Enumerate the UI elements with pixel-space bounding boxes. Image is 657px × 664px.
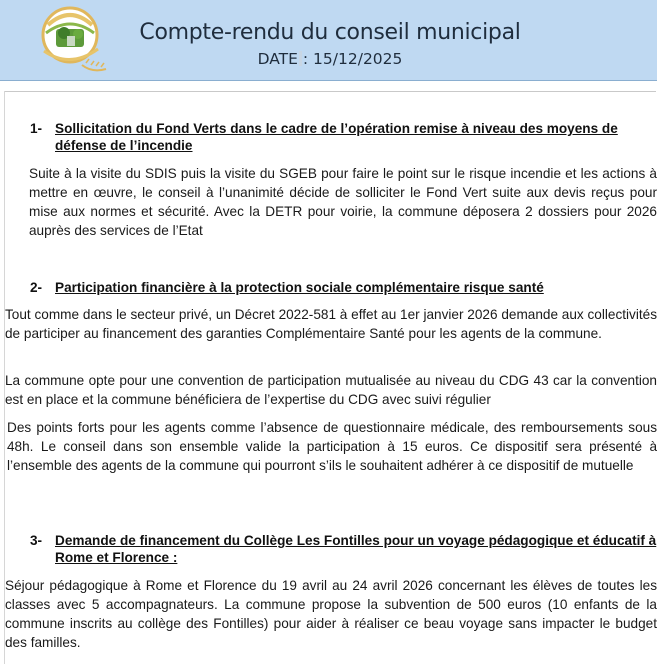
paragraph: Suite à la visite du SDIS puis la visite du SGEB pour faire le point sur le risque incendie et les actions à mettre en œuvre, le conseil à l’unanimité décide de solliciter le Fond Vert suite aux devis reçus pour mise aux normes et sécurité. Avec la DETR pour voirie, la commune déposera 2 dossiers pour 2026 auprès des services de l’Etat (29, 166, 657, 238)
section-title: Sollicitation du Fond Verts dans le cadre de l’opération remise à niveau des moyens de défense de l’incendie (55, 121, 618, 153)
section-heading-3 (30, 532, 657, 566)
document-header (0, 0, 657, 81)
paragraph: Des points forts pour les agents comme l’absence de questionnaire médicale, des remboursements sous 48h. Le conseil dans son ensemble valide la participation à 15 euros. Ce dispositif sera présenté à l’ensemble des agents de la commune qui pourront s’ils le souhaitent adhérer à ce dispositif de mutuelle (7, 420, 657, 473)
section-title: Participation financière à la protection sociale complémentaire risque santé (55, 280, 544, 295)
text-cursor (299, 51, 302, 66)
date-label: DATE (257, 50, 298, 68)
section-heading-2 (30, 279, 657, 296)
section-heading-1 (30, 120, 657, 154)
section-number: 1- (30, 121, 43, 136)
paragraph: Séjour pédagogique à Rome et Florence du 19 avril au 24 avril 2026 concernant les élèves de toutes les classes avec 5 accompagnateurs. La commune propose la subvention de 500 euros (10 enfants de la commune inscrits au collège des Fontilles) pour aider à réaliser ce beau voyage sans impacter le budget des familles. (5, 578, 657, 650)
section-number: 2- (30, 280, 43, 295)
page-title: Compte-rendu du conseil municipal (139, 20, 521, 45)
date-value: : 15/12/2025 (302, 50, 403, 68)
paragraph: La commune opte pour une convention de participation mutualisée au niveau du CDG 43 car la convention est en place et la commune bénéficiera de l’expertise du CDG avec suivi régulier (5, 373, 657, 407)
municipal-logo (26, 3, 110, 81)
meeting-date (110, 50, 550, 68)
paragraph: Tout comme dans le secteur privé, un Décret 2022-581 à effet au 1er janvier 2026 demande aux collectivités de participer au financement des garanties Complémentaire Santé pour les agents de la commune. (5, 307, 657, 341)
page-top-border (4, 91, 656, 92)
section-title: Demande de financement du Collège Les Fontilles pour un voyage pédagogique et éducatif à Rome et Florence : (55, 533, 657, 565)
section-number: 3- (30, 533, 43, 548)
